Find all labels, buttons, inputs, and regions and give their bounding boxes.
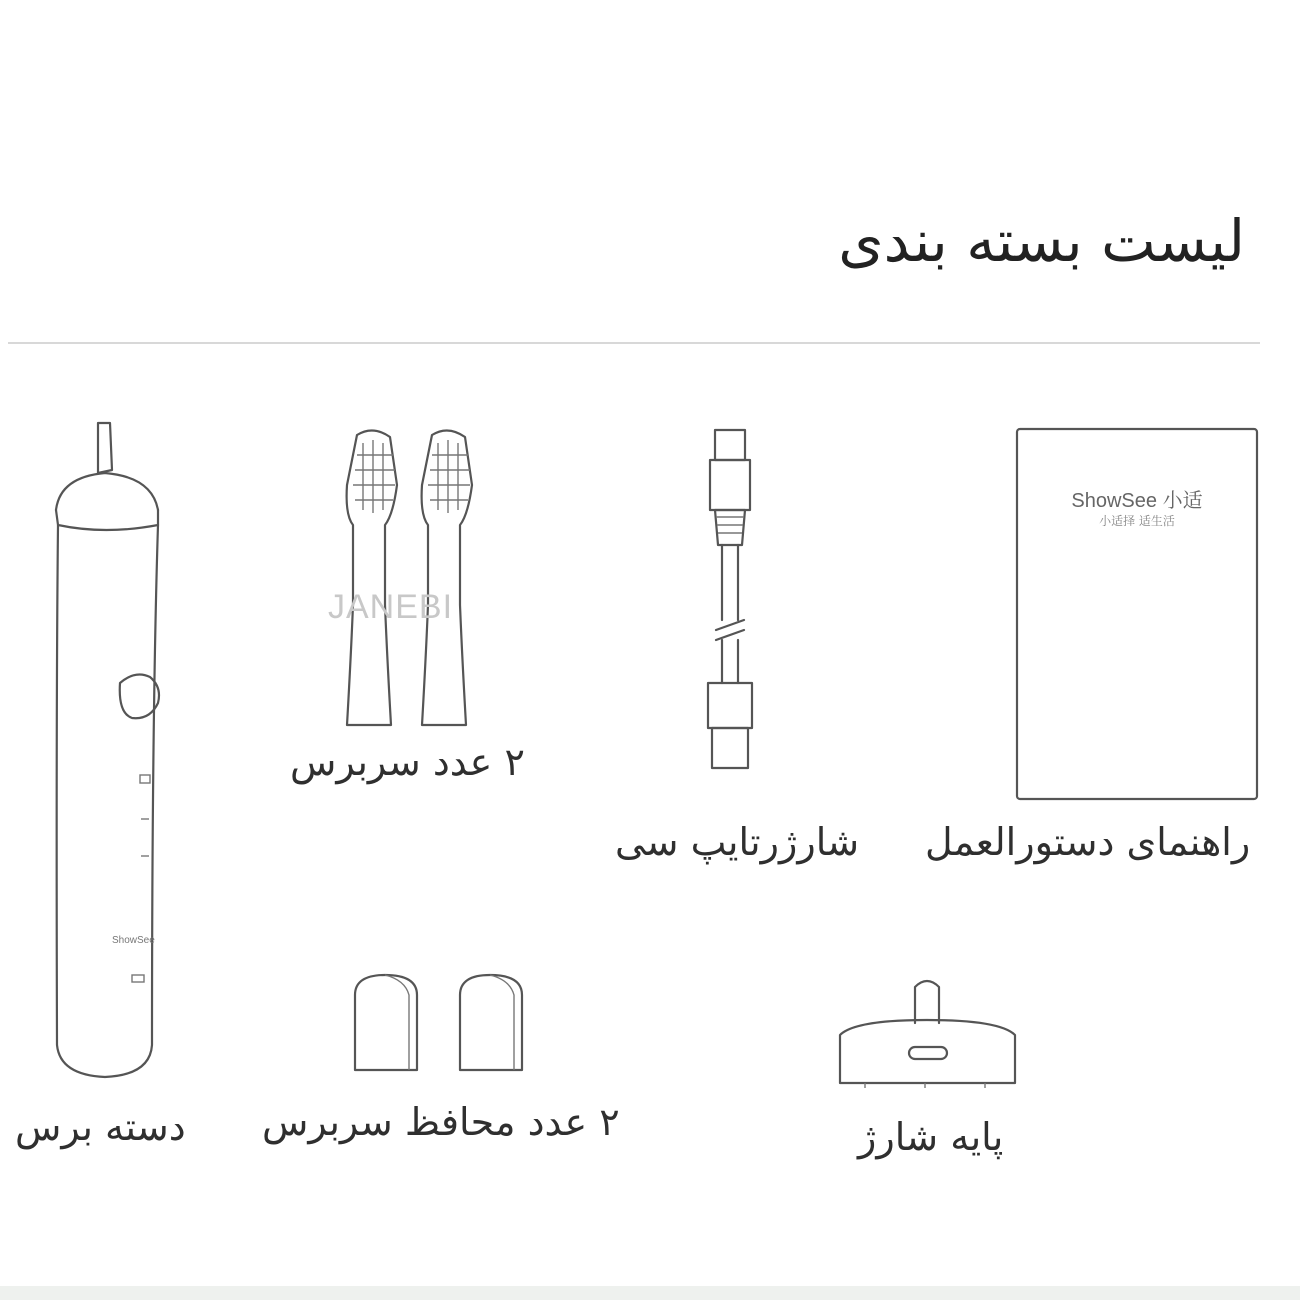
- type-c-cable-icon: [700, 425, 770, 775]
- toothbrush-handle-icon: [40, 415, 190, 1085]
- caps-label: ۲ عدد محافظ سربرس: [262, 1100, 620, 1144]
- head-cap-icon: [345, 970, 535, 1080]
- page-title: لیست بسته بندی: [838, 206, 1245, 275]
- heads-label: ۲ عدد سربرس: [290, 740, 525, 784]
- divider: [8, 342, 1260, 344]
- manual-label: راهنمای دستورالعمل: [925, 820, 1251, 864]
- bottom-band: [0, 1286, 1300, 1300]
- brush-head-icon: [335, 425, 495, 730]
- charger-label: شارژرتایپ سی: [615, 820, 860, 864]
- base-label: پایه شارژ: [858, 1115, 1004, 1159]
- manual-subtitle: 小适择 适生活: [1099, 514, 1175, 528]
- manual-brand: ShowSee 小适: [1071, 490, 1203, 512]
- handle-label: دسته برس: [15, 1105, 186, 1149]
- charging-base-icon: [835, 975, 1020, 1090]
- handle-brand-print: ShowSee: [112, 935, 155, 946]
- watermark: JANEBI: [328, 588, 454, 626]
